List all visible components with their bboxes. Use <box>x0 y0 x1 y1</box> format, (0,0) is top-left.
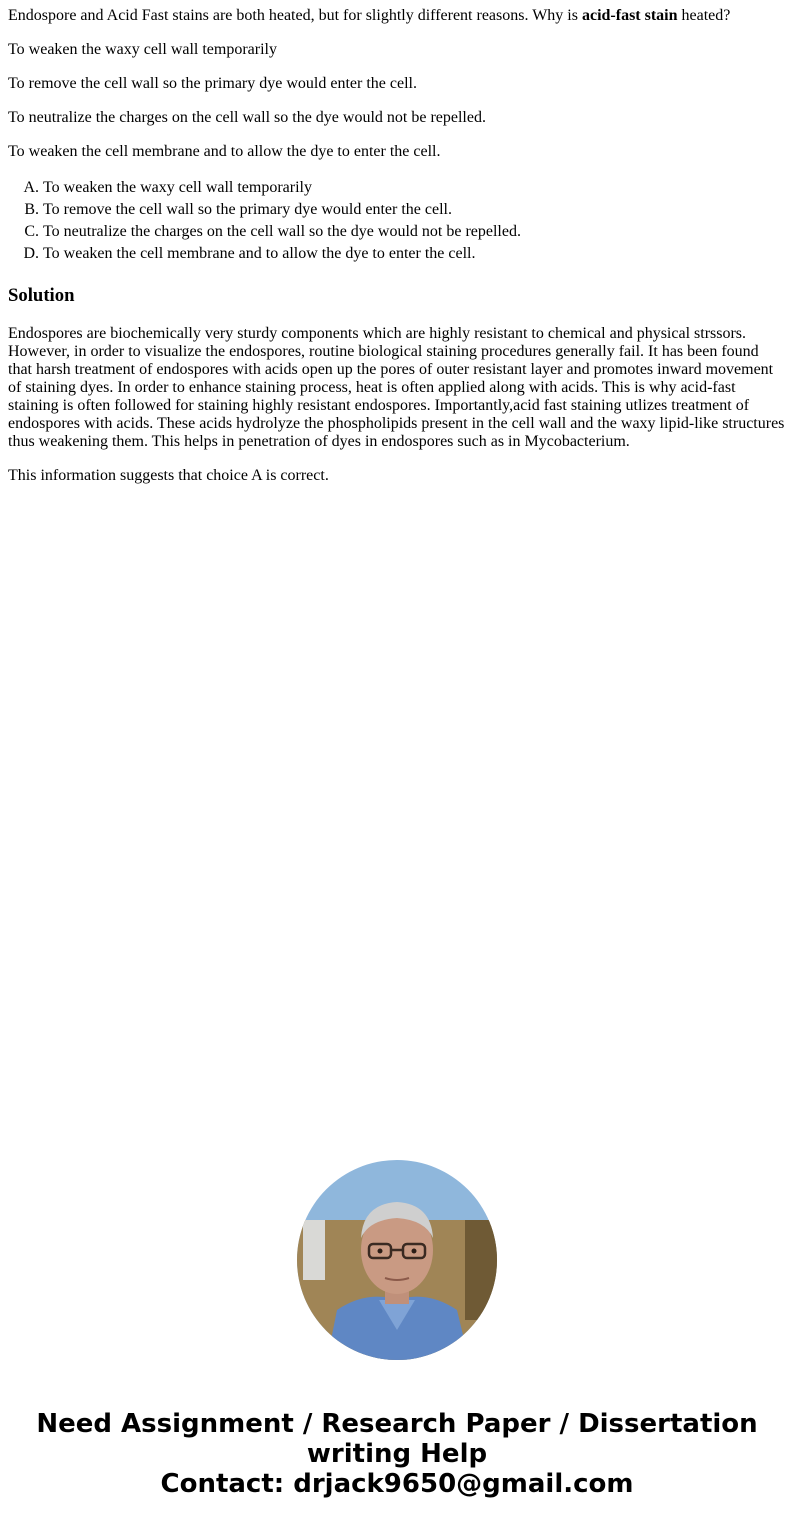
promo-line-2: writing Help <box>306 1439 488 1469</box>
document-content <box>0 7 794 485</box>
choice-c: C. To neutralize the charges on the cell wall so the dye would not be repelled. <box>43 221 786 243</box>
question-text <box>8 7 786 25</box>
option-plain-3: To neutralize the charges on the cell wall so the dye would not be repelled. <box>8 109 486 126</box>
solution-body: Endospores are biochemically very sturdy components which are highly resistant to chemical and physical strssors. However, in order to visualize the endospores, routine biological staining procedures generally fail. It has been found that harsh treatment of endospores with acids open up the pores of outer resistant layer and promotes inward movement of staining dyes. In order to enhance staining process, heat is often applied along with acids. This is why acid-fast staining is often followed for staining highly resistant endospores. Importantly,acid fast staining utlizes treatment of endospores with acids. These acids hydrolyze the phospholipids present in the cell wall and the waxy lipid-like structures thus weakening them. This helps in penetration of dyes in endospores such as in Mycobacterium. <box>8 325 785 450</box>
promo-contact: Contact: drjack9650@gmail.com <box>160 1469 634 1499</box>
solution-conclusion: This information suggests that choice A is correct. <box>8 467 329 484</box>
promo-banner <box>0 1409 794 1499</box>
person-photo-icon <box>297 1160 497 1360</box>
option-plain-4: To weaken the cell membrane and to allow the dye to enter the cell. <box>8 143 441 160</box>
option-plain-1: To weaken the waxy cell wall temporarily <box>8 41 277 58</box>
question-text-bold: acid-fast stain <box>581 7 678 24</box>
choice-d: D. To weaken the cell membrane and to allow the dye to enter the cell. <box>43 243 786 265</box>
question-text-after: heated? <box>677 7 731 24</box>
promo-line-1: Need Assignment / Research Paper / Dissertation <box>36 1409 758 1439</box>
choice-b: B. To remove the cell wall so the primary dye would enter the cell. <box>43 199 786 221</box>
option-plain-2: To remove the cell wall so the primary dye would enter the cell. <box>8 75 417 92</box>
choices-list <box>8 177 786 265</box>
question-text-before: Endospore and Acid Fast stains are both heated, but for slightly different reasons. Why is <box>8 7 582 24</box>
choice-a: A. To weaken the waxy cell wall temporarily <box>43 177 786 199</box>
solution-heading: Solution <box>8 285 75 306</box>
author-avatar <box>297 1160 497 1360</box>
